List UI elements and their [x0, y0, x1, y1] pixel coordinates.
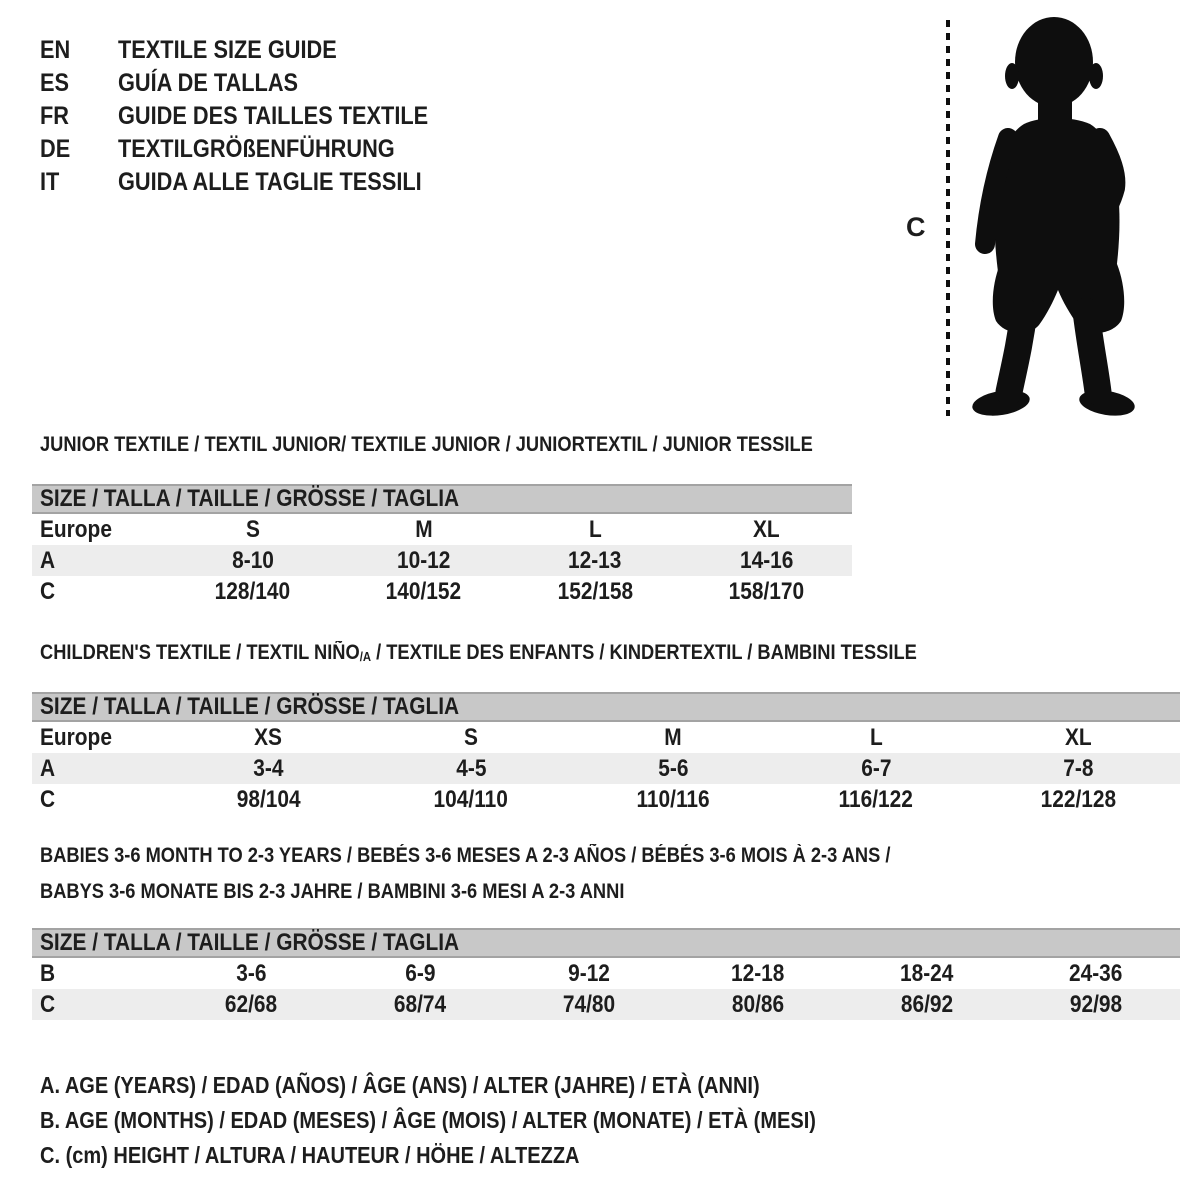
size-cell: 10-12 [397, 546, 451, 574]
language-code: DE [40, 135, 71, 163]
row-label: C [40, 785, 56, 813]
table-row [32, 989, 1180, 1020]
table-row [32, 753, 1180, 784]
size-cell: 62/68 [225, 990, 278, 1018]
size-cell: 6-7 [860, 754, 892, 782]
table-row [32, 576, 852, 607]
size-header-bar: SIZE / TALLA / TAILLE / GRÖSSE / TAGLIA [32, 484, 852, 514]
size-cell: 4-5 [455, 754, 486, 782]
table-row [32, 514, 852, 545]
babies-size-table [32, 928, 1180, 1020]
language-title: TEXTILGRÖßENFÜHRUNG [118, 135, 395, 163]
language-title: GUIDA ALLE TAGLIE TESSILI [118, 168, 422, 196]
size-cell: 80/86 [731, 990, 785, 1018]
size-cell: 110/116 [636, 785, 711, 813]
size-cell: 122/128 [1040, 785, 1117, 813]
height-dimension-label: C [906, 212, 926, 242]
size-cell: 12-18 [731, 959, 785, 987]
row-label: Europe [40, 723, 112, 751]
size-cell: 116/122 [838, 785, 914, 813]
table-row [32, 722, 1180, 753]
legend-line-b: B. AGE (MONTHS) / EDAD (MESES) / ÂGE (MOIS) / ALTER (MONATE) / ETÀ (MESI) [40, 1107, 816, 1133]
size-header-bar: SIZE / TALLA / TAILLE / GRÖSSE / TAGLIA [32, 928, 1180, 958]
size-cell: 6-9 [405, 959, 436, 987]
size-cell: 8-10 [231, 546, 274, 574]
size-cell: 3-4 [253, 754, 284, 782]
size-cell: L [869, 723, 883, 751]
size-cell: 7-8 [1063, 754, 1094, 782]
language-row [40, 100, 475, 133]
size-cell: 86/92 [900, 990, 953, 1018]
table-row [32, 784, 1180, 815]
size-cell: S [463, 723, 478, 751]
row-label: A [40, 546, 56, 574]
size-cell: 152/158 [557, 577, 633, 605]
section-title-junior: JUNIOR TEXTILE / TEXTIL JUNIOR/ TEXTILE JUNIOR / JUNIORTEXTIL / JUNIOR TESSILE [40, 433, 813, 456]
language-row [40, 166, 475, 199]
language-title: GUÍA DE TALLAS [118, 69, 299, 97]
size-cell: 158/170 [728, 577, 805, 605]
size-cell: 74/80 [562, 990, 616, 1018]
language-list [40, 34, 475, 199]
children-size-table [32, 692, 1180, 815]
section-title-babies-line2: BABYS 3-6 MONATE BIS 2-3 JAHRE / BAMBINI 3-6 MESI A 2-3 ANNI [40, 880, 625, 903]
legend [40, 1068, 932, 1173]
legend-line-a: A. AGE (YEARS) / EDAD (AÑOS) / ÂGE (ANS) / ALTER (JAHRE) / ETÀ (ANNI) [40, 1072, 760, 1098]
row-label: Europe [40, 515, 112, 543]
language-title: TEXTILE SIZE GUIDE [118, 36, 337, 64]
size-cell: 68/74 [394, 990, 447, 1018]
size-cell: 140/152 [386, 577, 462, 605]
language-title: GUIDE DES TAILLES TEXTILE [118, 102, 429, 130]
size-cell: 18-24 [900, 959, 954, 987]
row-label: C [40, 990, 56, 1018]
row-label: B [40, 959, 56, 987]
height-dimension-line [946, 20, 950, 416]
legend-line-c: C. (cm) HEIGHT / ALTURA / HAUTEUR / HÖHE / ALTEZZA [40, 1142, 580, 1168]
size-cell: S [245, 515, 260, 543]
language-code: IT [40, 168, 60, 196]
junior-size-table [32, 484, 852, 607]
size-cell: 92/98 [1069, 990, 1122, 1018]
language-row [40, 133, 475, 166]
size-cell: 5-6 [658, 754, 689, 782]
size-cell: XL [1065, 723, 1093, 751]
size-cell: 9-12 [568, 959, 610, 987]
size-cell: XL [753, 515, 780, 543]
size-cell: 24-36 [1068, 959, 1123, 987]
size-cell: 3-6 [236, 959, 267, 987]
language-code: FR [40, 102, 69, 130]
table-row [32, 958, 1180, 989]
size-cell: L [588, 515, 602, 543]
section-title-children: CHILDREN'S TEXTILE / TEXTIL NIÑO/A / TEXTILE DES ENFANTS / KINDERTEXTIL / BAMBINI TESSILE [40, 641, 917, 664]
size-cell: M [664, 723, 683, 751]
language-code: EN [40, 36, 71, 64]
size-cell: 12-13 [568, 546, 622, 574]
size-header-bar: SIZE / TALLA / TAILLE / GRÖSSE / TAGLIA [32, 692, 1180, 722]
language-row [40, 34, 475, 67]
baby-silhouette-icon [960, 16, 1150, 420]
size-cell: 104/110 [433, 785, 509, 813]
row-label: A [40, 754, 56, 782]
section-title-babies-line1: BABIES 3-6 MONTH TO 2-3 YEARS / BEBÉS 3-6 MESES A 2-3 AÑOS / BÉBÉS 3-6 MOIS À 2-3 ANS / [40, 844, 891, 867]
size-cell: 98/104 [236, 785, 301, 813]
size-cell: 14-16 [739, 546, 794, 574]
language-row [40, 67, 475, 100]
size-cell: M [415, 515, 433, 543]
size-cell: 128/140 [214, 577, 291, 605]
table-row [32, 545, 852, 576]
title-subscript: /A [359, 649, 372, 664]
language-code: ES [40, 69, 70, 97]
size-cell: XS [254, 723, 283, 751]
row-label: C [40, 577, 56, 605]
